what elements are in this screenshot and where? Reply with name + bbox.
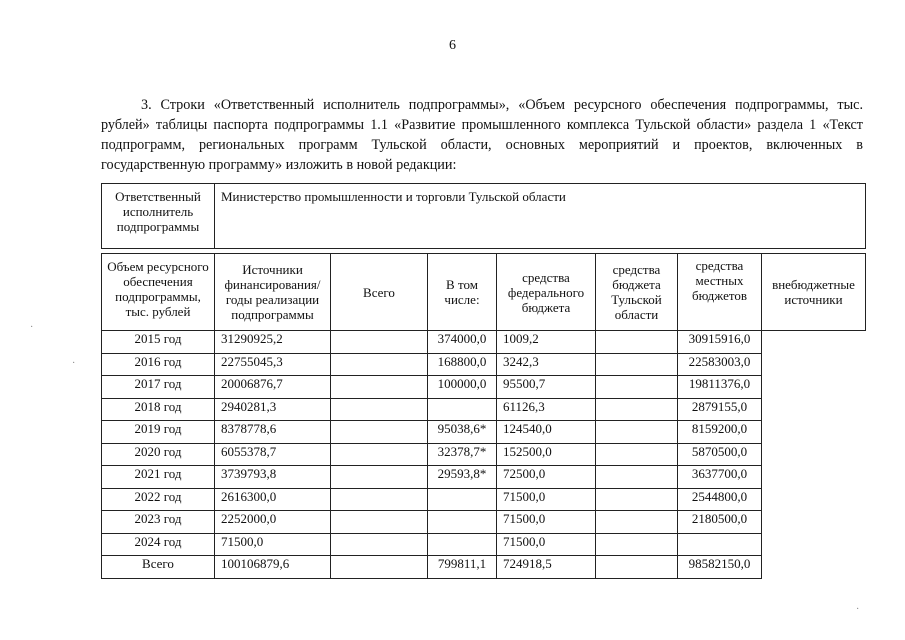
col-header-total: Всего: [331, 254, 428, 331]
federal-cell: [428, 533, 497, 556]
including-cell: [331, 376, 428, 399]
year-cell: 2017 год: [102, 376, 215, 399]
total-cell: 8378778,6: [215, 421, 331, 444]
local-cell: [596, 353, 678, 376]
local-cell: [596, 556, 678, 579]
year-cell: 2024 год: [102, 533, 215, 556]
intro-paragraph: 3. Строки «Ответственный исполнитель подпрограммы», «Объем ресурсного обеспечения подпрограммы, тыс. рублей» таблицы паспорта подпрограммы 1.1 «Развитие промышленного комплекса Тульской области» раздела 1 «Текст подпрограмм, региональных программ Тульской области, основных мероприятий и проектов, включенных в государственную программу» изложить в новой редакции:: [101, 97, 863, 173]
extra-cell: 8159200,0: [678, 421, 762, 444]
table-row: [102, 398, 866, 421]
table-row: [102, 533, 866, 556]
total-cell: 2940281,3: [215, 398, 331, 421]
including-cell: [331, 443, 428, 466]
regional-cell: 724918,5: [497, 556, 596, 579]
total-cell: 2616300,0: [215, 488, 331, 511]
scan-speck: ·: [856, 604, 860, 615]
table-row: [102, 353, 866, 376]
year-cell: 2022 год: [102, 488, 215, 511]
col-header-regional: средства бюджета Тульской области: [596, 254, 678, 331]
including-cell: [331, 398, 428, 421]
including-cell: [331, 466, 428, 489]
table-row: [102, 488, 866, 511]
local-cell: [596, 331, 678, 354]
year-cell: 2019 год: [102, 421, 215, 444]
including-cell: [331, 421, 428, 444]
total-cell: 2252000,0: [215, 511, 331, 534]
col-header-federal: средства федерального бюджета: [497, 254, 596, 331]
scan-speck: ·: [72, 358, 76, 369]
responsible-label: Ответственный исполнитель подпрограммы: [102, 184, 215, 249]
federal-cell: 374000,0: [428, 331, 497, 354]
federal-cell: [428, 398, 497, 421]
total-cell: 100106879,6: [215, 556, 331, 579]
extra-cell: 30915916,0: [678, 331, 762, 354]
federal-cell: 168800,0: [428, 353, 497, 376]
passport-table: [101, 183, 866, 579]
col-header-local: средства местных бюджетов: [678, 254, 762, 331]
federal-cell: 95038,6*: [428, 421, 497, 444]
year-cell: 2018 год: [102, 398, 215, 421]
year-cell: 2016 год: [102, 353, 215, 376]
local-cell: [596, 533, 678, 556]
table-row: [102, 421, 866, 444]
regional-cell: 61126,3: [497, 398, 596, 421]
local-cell: [596, 376, 678, 399]
responsible-row: [102, 184, 866, 249]
federal-cell: 29593,8*: [428, 466, 497, 489]
regional-cell: 71500,0: [497, 488, 596, 511]
total-cell: 3739793,8: [215, 466, 331, 489]
extra-cell: 22583003,0: [678, 353, 762, 376]
regional-cell: 71500,0: [497, 533, 596, 556]
local-cell: [596, 421, 678, 444]
responsible-value: Министерство промышленности и торговли Тульской области: [215, 184, 866, 249]
table-row: [102, 331, 866, 354]
table-row: [102, 556, 866, 579]
total-cell: 6055378,7: [215, 443, 331, 466]
header-row: [102, 254, 866, 331]
total-cell: 71500,0: [215, 533, 331, 556]
local-cell: [596, 511, 678, 534]
local-cell: [596, 398, 678, 421]
col-header-sources: Источники финансирования/ годы реализации подпрограммы: [215, 254, 331, 331]
regional-cell: 152500,0: [497, 443, 596, 466]
federal-cell: 32378,7*: [428, 443, 497, 466]
including-cell: [331, 556, 428, 579]
extra-cell: 2544800,0: [678, 488, 762, 511]
including-cell: [331, 511, 428, 534]
including-cell: [331, 353, 428, 376]
extra-cell: 98582150,0: [678, 556, 762, 579]
funding-rows: [102, 331, 866, 579]
including-cell: [331, 488, 428, 511]
table-row: [102, 466, 866, 489]
federal-cell: 799811,1: [428, 556, 497, 579]
col-header-extra: внебюджетные источники: [762, 254, 866, 331]
regional-cell: 1009,2: [497, 331, 596, 354]
year-cell: 2021 год: [102, 466, 215, 489]
federal-cell: [428, 511, 497, 534]
regional-cell: 71500,0: [497, 511, 596, 534]
year-cell: 2020 год: [102, 443, 215, 466]
year-cell: 2015 год: [102, 331, 215, 354]
extra-cell: 19811376,0: [678, 376, 762, 399]
local-cell: [596, 466, 678, 489]
regional-cell: 95500,7: [497, 376, 596, 399]
regional-cell: 72500,0: [497, 466, 596, 489]
total-cell: 22755045,3: [215, 353, 331, 376]
extra-cell: [678, 533, 762, 556]
total-cell: 20006876,7: [215, 376, 331, 399]
col-header-including: В том числе:: [428, 254, 497, 331]
extra-cell: 2180500,0: [678, 511, 762, 534]
page-number: 6: [449, 38, 456, 53]
local-cell: [596, 488, 678, 511]
local-cell: [596, 443, 678, 466]
federal-cell: [428, 488, 497, 511]
including-cell: [331, 331, 428, 354]
table-row: [102, 376, 866, 399]
federal-cell: 100000,0: [428, 376, 497, 399]
including-cell: [331, 533, 428, 556]
table-row: [102, 443, 866, 466]
scan-speck: ·: [30, 322, 34, 333]
year-cell: Всего: [102, 556, 215, 579]
year-cell: 2023 год: [102, 511, 215, 534]
resources-label: Объем ресурсного обеспечения подпрограммы, тыс. рублей: [102, 254, 215, 331]
table-row: [102, 511, 866, 534]
extra-cell: 5870500,0: [678, 443, 762, 466]
extra-cell: 3637700,0: [678, 466, 762, 489]
regional-cell: 3242,3: [497, 353, 596, 376]
regional-cell: 124540,0: [497, 421, 596, 444]
extra-cell: 2879155,0: [678, 398, 762, 421]
total-cell: 31290925,2: [215, 331, 331, 354]
